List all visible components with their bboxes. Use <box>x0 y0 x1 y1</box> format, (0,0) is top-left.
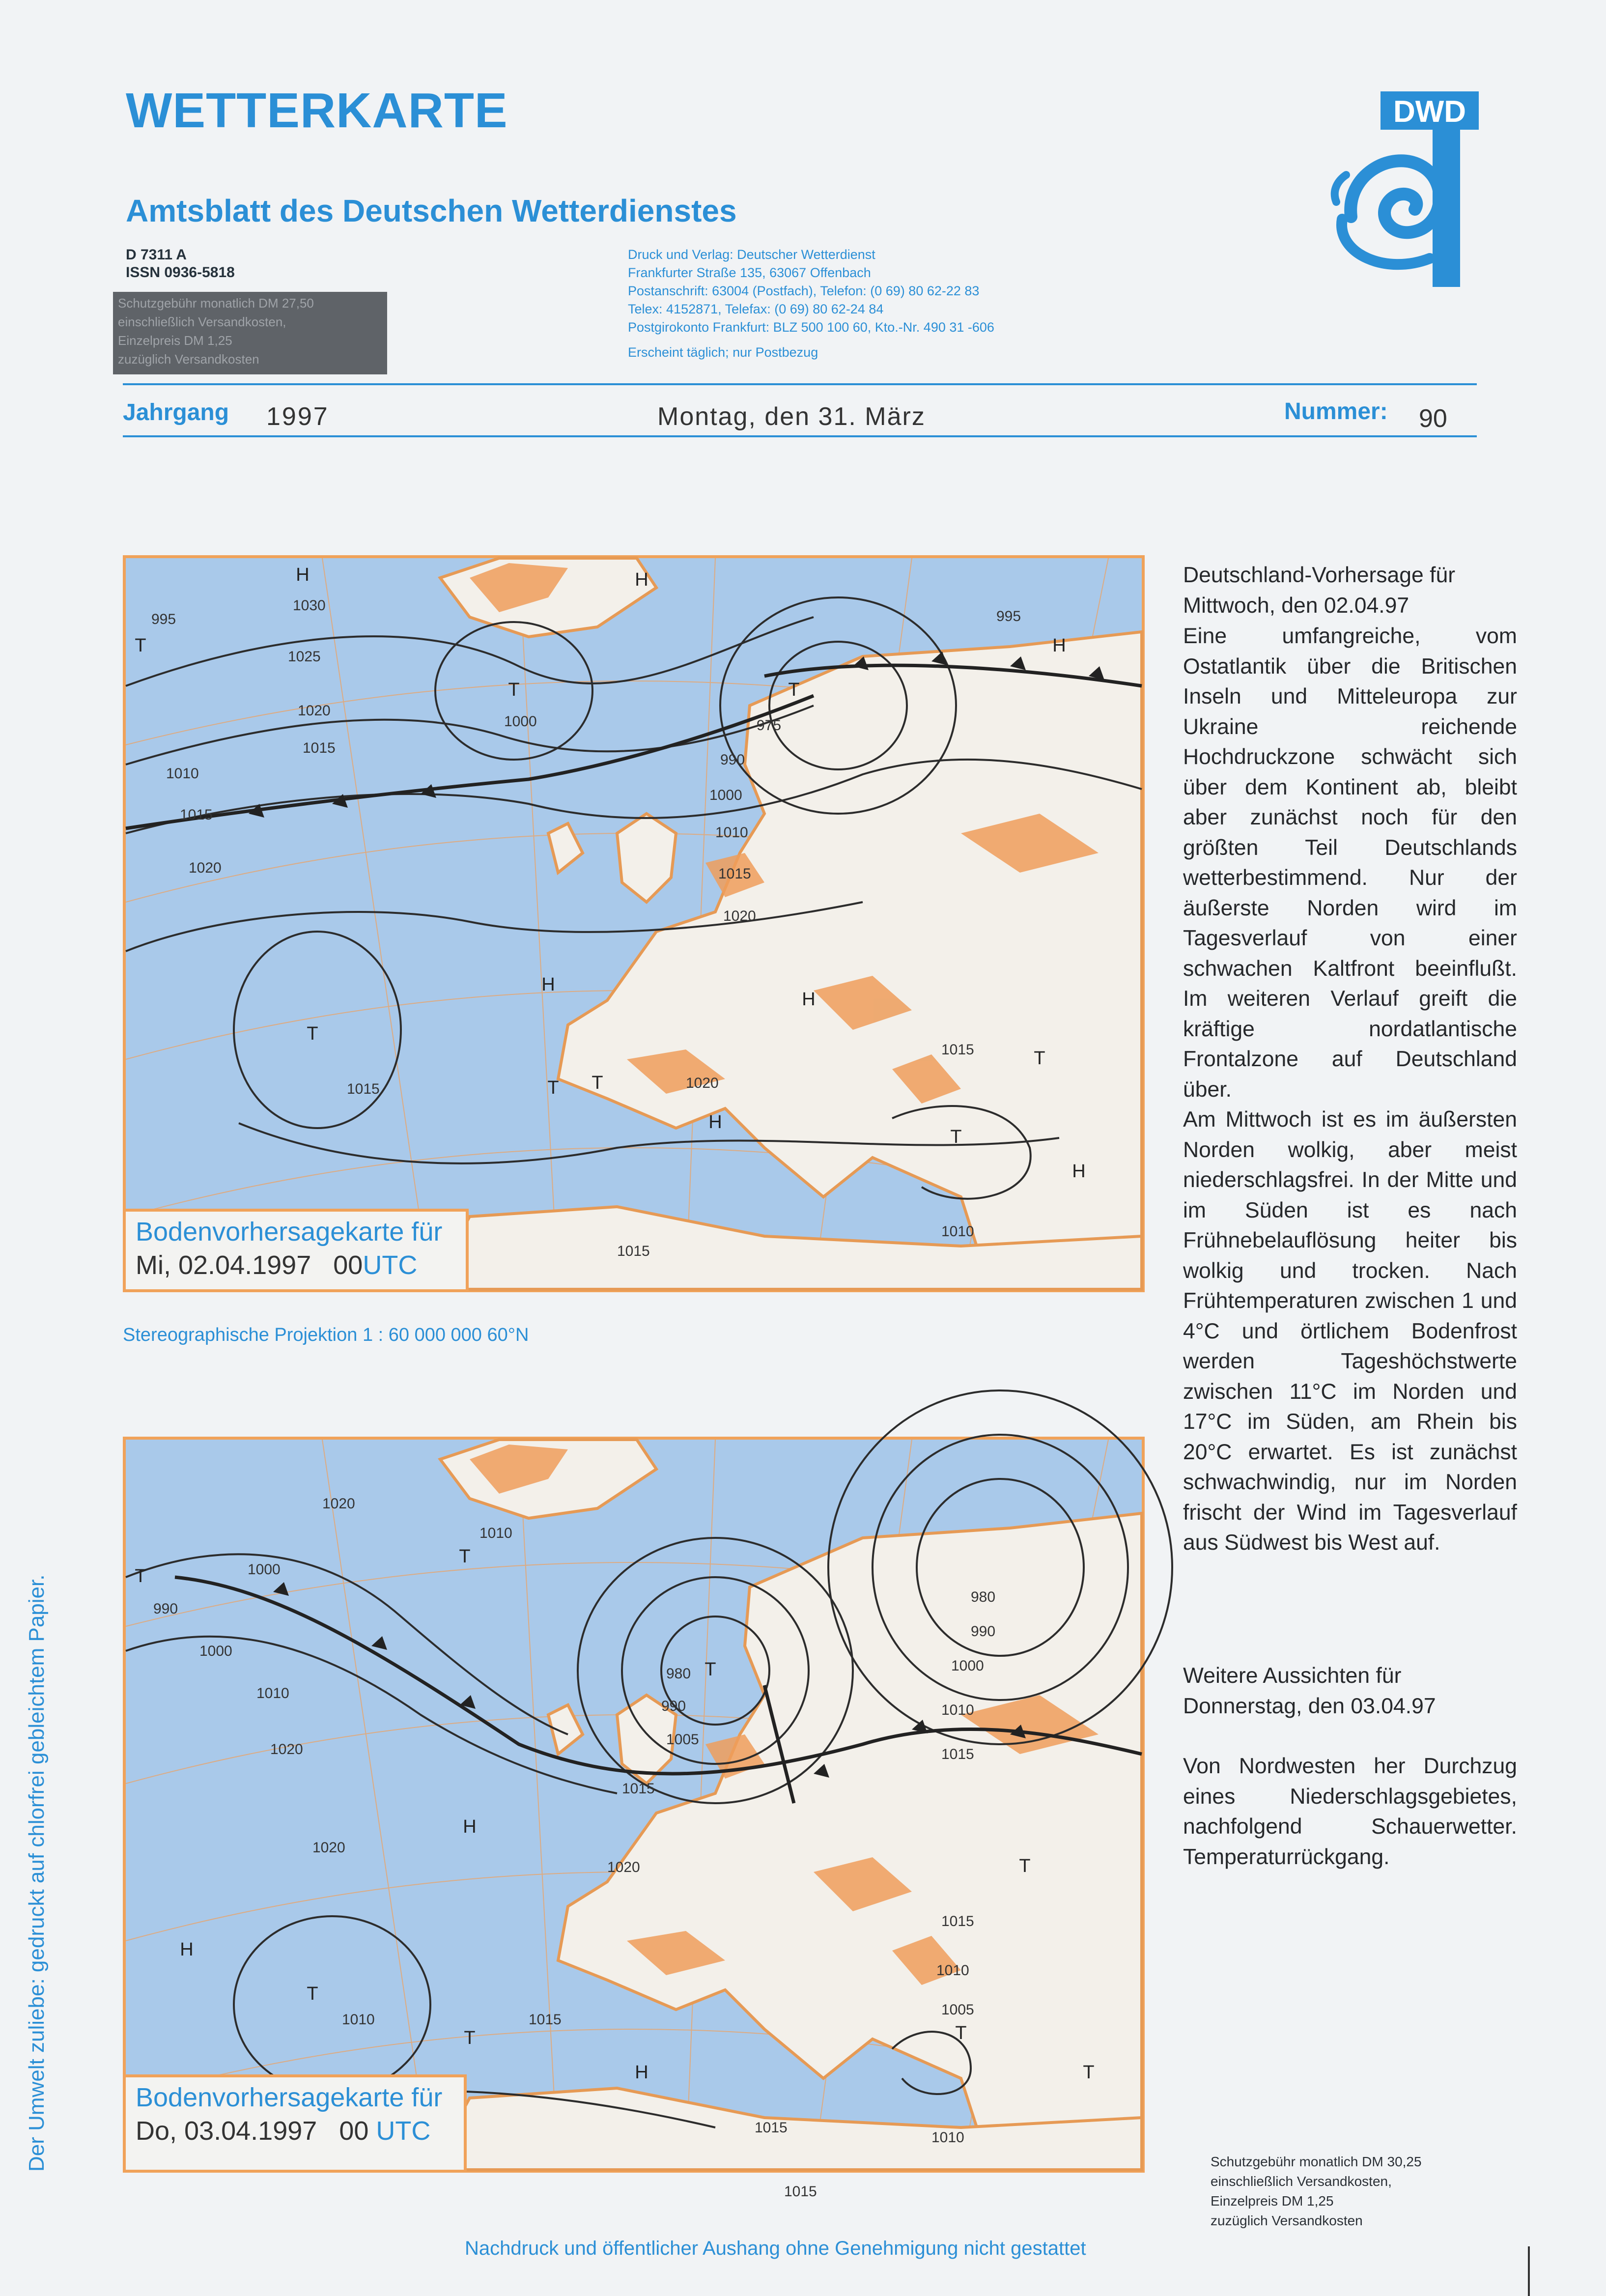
map1-caption-date <box>136 1250 458 1280</box>
dwd-logo-icon <box>1317 91 1484 293</box>
isobar-label: 1020 <box>686 1075 719 1091</box>
map2-date: Do, 03.04.1997 <box>136 2116 317 2146</box>
fee-line: zuzüglich Versandkosten <box>1211 2213 1363 2228</box>
isobar-label: 995 <box>151 611 176 627</box>
price-line: zuzüglich Versandkosten <box>118 352 259 367</box>
fee-note <box>1211 2152 1422 2231</box>
isobar-label: 1010 <box>941 1702 974 1718</box>
price-line: Einzelpreis DM 1,25 <box>118 333 232 348</box>
map1-date: Mi, 02.04.1997 <box>136 1250 311 1280</box>
isobar-label: 975 <box>757 717 782 734</box>
pressure-center-label: T <box>135 635 146 656</box>
publisher-line: Postanschrift: 63004 (Postfach), Telefon: (0 69) 80 62-22 83 <box>628 283 980 298</box>
issn: ISSN 0936-5818 <box>126 264 235 281</box>
pressure-center-label: T <box>464 2028 476 2048</box>
header-rule <box>123 383 1477 385</box>
forecast-map-wednesday <box>123 555 1145 1292</box>
edge-mark <box>1528 2246 1530 2296</box>
map2-hour: 00 <box>339 2116 369 2146</box>
environment-note: Der Umwelt zuliebe: gedruckt auf chlorfrei gebleichtem Papier. <box>25 1574 49 2172</box>
pressure-center-label: H <box>635 569 648 590</box>
fee-line: Einzelpreis DM 1,25 <box>1211 2193 1334 2209</box>
map1-utc: UTC <box>363 1250 418 1280</box>
nummer-label: Nummer: <box>1284 398 1388 425</box>
isobar-label: 1010 <box>256 1685 289 1701</box>
fee-line: Schutzgebühr monatlich DM 30,25 <box>1211 2154 1422 2169</box>
isobar-label: 1000 <box>199 1643 232 1659</box>
price-line: Schutzgebühr monatlich DM 27,50 <box>118 296 314 311</box>
pressure-center-label: H <box>1052 635 1066 656</box>
pressure-center-label: T <box>547 1077 559 1098</box>
pressure-center-label: T <box>592 1073 603 1093</box>
map2-caption-title: Bodenvorhersagekarte für <box>136 2083 443 2112</box>
isobar-label: 990 <box>971 1623 996 1640</box>
isobar-label: 1000 <box>504 713 537 730</box>
isobar-label: 1020 <box>189 860 222 876</box>
isobar-label: 1020 <box>322 1496 355 1512</box>
map1-svg <box>126 558 1142 1289</box>
isobar-label: 1010 <box>342 2012 375 2028</box>
isobar-label: 1000 <box>951 1658 984 1674</box>
outlook-heading: Weitere Aussichten für Donnerstag, den 03.04.97 <box>1183 1664 1436 1718</box>
isobar-label: 1020 <box>270 1741 303 1757</box>
price-line: einschließlich Versandkosten, <box>118 314 286 329</box>
pressure-center-label: H <box>296 565 310 585</box>
pressure-center-label: H <box>463 1816 477 1837</box>
pressure-center-label: H <box>635 2062 648 2083</box>
page-title: WETTERKARTE <box>126 83 508 138</box>
isobar-label: 1015 <box>941 1746 974 1762</box>
issue-date: Montag, den 31. März <box>657 402 926 431</box>
isobar-label: 1015 <box>303 740 336 756</box>
pressure-center-label: T <box>955 2023 967 2043</box>
map1-caption <box>123 1209 469 1292</box>
forecast-body: Eine umfangreiche, vom Ostatlantik über die Britischen Inseln und Mitteleuropa zur Ukraine reichende Hochdruckzone schwächt sich über dem Kontinent ab, bleibt aber zunächst noch für den größten Teil Deutschlands wetterbestimmend. Nur der äußerste Norden wird im Tagesverlauf von einer schwachen Kaltfront beeinflußt. Im weiteren Verlauf greift die kräftige nordatlantische Frontalzone auf Deutschland über. <box>1183 624 1517 1102</box>
pressure-center-label: T <box>307 1023 318 1044</box>
isobar-label: 1015 <box>718 866 751 882</box>
isobar-label: 1000 <box>709 787 742 803</box>
isobar-label: 1015 <box>529 2012 562 2028</box>
outlook-body: Von Nordwesten her Durchzug eines Niederschlagsgebietes, nachfolgend Schauerwetter. Temperaturrückgang. <box>1183 1754 1517 1869</box>
isobar-label: 980 <box>971 1589 996 1605</box>
projection-note: Stereographische Projektion 1 : 60 000 000 60°N <box>123 1325 529 1345</box>
forecast-heading: Deutschland-Vorhersage für Mittwoch, den 02.04.97 <box>1183 563 1456 618</box>
pressure-center-label: H <box>541 974 555 995</box>
isobar-label: 1015 <box>941 1042 974 1058</box>
isobar-label: 1015 <box>784 2183 817 2200</box>
map2-caption-date <box>136 2116 456 2146</box>
isobar-label: 1005 <box>666 1731 699 1748</box>
publisher-line: Frankfurter Straße 135, 63067 Offenbach <box>628 265 871 280</box>
isobar-label: 980 <box>666 1666 691 1682</box>
map2-caption <box>123 2074 467 2173</box>
publisher-line: Postgirokonto Frankfurt: BLZ 500 100 60, Kto.-Nr. 490 31 -606 <box>628 320 994 335</box>
jahrgang-label: Jahrgang <box>123 399 229 425</box>
publication-frequency: Erscheint täglich; nur Postbezug <box>628 345 818 360</box>
pressure-center-label: T <box>508 680 520 700</box>
isobar-label: 1020 <box>723 908 756 924</box>
isobar-label: 1030 <box>293 597 326 614</box>
pressure-center-label: H <box>802 989 816 1010</box>
pressure-center-label: T <box>135 1566 146 1587</box>
publisher-info <box>628 246 994 362</box>
pressure-center-label: H <box>708 1112 722 1133</box>
isobar-label: 1015 <box>755 2120 788 2136</box>
isobar-label: 1020 <box>607 1859 640 1875</box>
pressure-center-label: T <box>459 1546 471 1567</box>
map1-caption-title: Bodenvorhersagekarte für <box>136 1217 443 1247</box>
isobar-label: 990 <box>153 1601 178 1617</box>
isobar-label: 1010 <box>166 765 199 782</box>
header-rule-bottom <box>123 435 1477 437</box>
isobar-label: 1010 <box>479 1525 512 1541</box>
doc-number: D 7311 A <box>126 247 187 263</box>
isobar-label: 1000 <box>248 1561 281 1578</box>
isobar-label: 990 <box>720 752 745 768</box>
price-box-obscured <box>113 292 387 374</box>
isobar-label: 1010 <box>715 824 748 841</box>
nummer-value: 90 <box>1419 404 1447 433</box>
copyright-footer: Nachdruck und öffentlicher Aushang ohne Genehmigung nicht gestattet <box>465 2238 1086 2259</box>
logo-text: DWD <box>1393 95 1466 129</box>
map2-svg <box>126 1440 1142 2200</box>
isobar-label: 1020 <box>312 1840 345 1856</box>
pressure-center-label: H <box>180 1939 194 1960</box>
isobar-label: 1015 <box>622 1781 655 1797</box>
fee-line: einschließlich Versandkosten, <box>1211 2174 1392 2189</box>
isobar-label: 990 <box>661 1698 686 1714</box>
forecast-body-details: Am Mittwoch ist es im äußersten Norden wolkig, aber meist niederschlagsfrei. In der Mitte und im Süden ist es nach Frühnebelauflösung heiter bis wolkig und trocken. Nach Frühtemperaturen zwischen 1 und 4°C und örtlichem Bodenfrost werden Tageshöchstwerte zwischen 11°C im Norden und 17°C im Süden, am Rhein bis 20°C erwartet. Es ist zunächst schwachwindig, nur im Norden frischt der Wind im Tagesverlauf aus Südwest bis West auf. <box>1183 1107 1517 1555</box>
pressure-center-label: T <box>1083 2062 1095 2083</box>
map1-hour: 00 <box>333 1250 363 1280</box>
isobar-label: 1025 <box>288 649 321 665</box>
pressure-center-label: T <box>1019 1856 1031 1876</box>
isobar-label: 1010 <box>931 2129 964 2146</box>
pressure-center-label: T <box>1034 1048 1045 1069</box>
isobar-label: 1010 <box>941 1223 974 1240</box>
subtitle: Amtsblatt des Deutschen Wetterdienstes <box>126 193 737 228</box>
publisher-line: Druck und Verlag: Deutscher Wetterdienst <box>628 247 875 262</box>
pressure-center-label: T <box>950 1127 962 1147</box>
isobar-label: 1015 <box>941 1913 974 1929</box>
map2-utc: UTC <box>376 2116 431 2146</box>
publisher-line: Telex: 4152871, Telefax: (0 69) 80 62-24 84 <box>628 302 884 316</box>
isobar-label: 1015 <box>347 1081 380 1097</box>
pressure-center-label: T <box>788 680 800 700</box>
pressure-center-label: H <box>1072 1161 1086 1182</box>
pressure-center-label: T <box>307 1984 318 2004</box>
isobar-label: 995 <box>996 608 1021 624</box>
pressure-center-label: T <box>704 1659 716 1680</box>
isobar-label: 1010 <box>936 1962 969 1979</box>
jahrgang-value: 1997 <box>266 402 329 431</box>
forecast-map-thursday <box>123 1437 1145 2200</box>
isobar-label: 1005 <box>941 2002 974 2018</box>
isobar-label: 1020 <box>298 703 331 719</box>
isobar-label: 1015 <box>180 807 213 823</box>
isobar-label: 1015 <box>617 1243 650 1259</box>
